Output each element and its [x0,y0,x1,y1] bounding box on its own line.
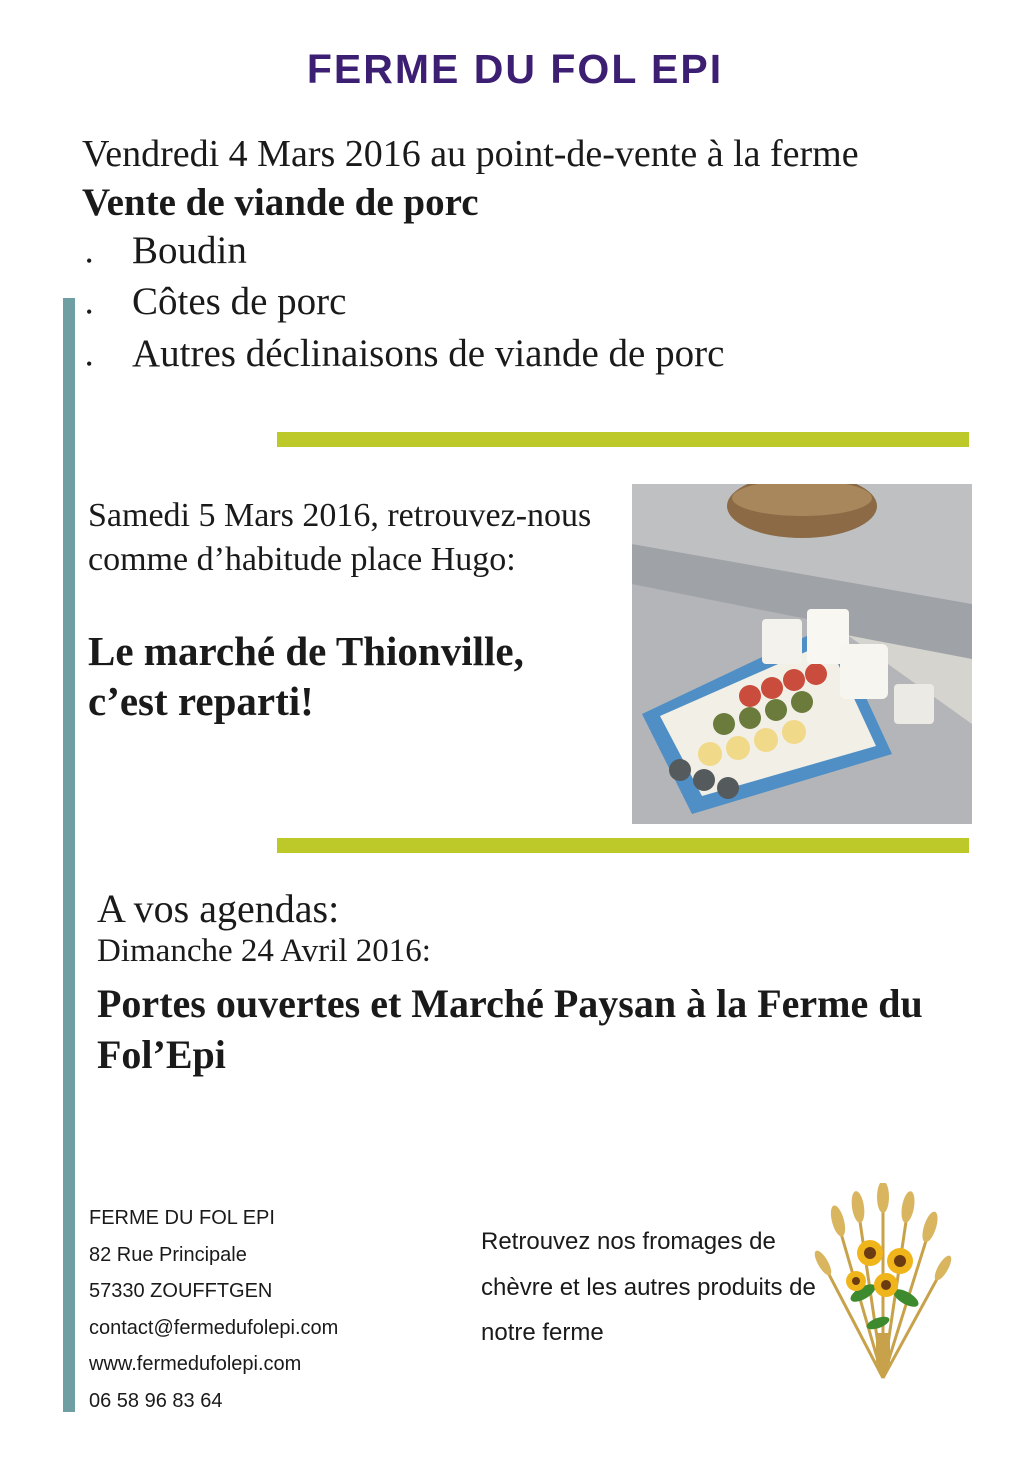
bullet-icon: • [86,251,93,271]
friday-date-line: Vendredi 4 Mars 2016 au point-de-vente à la ferme [82,133,859,175]
list-item-autres: Autres déclinaisons de viande de porc [132,332,725,375]
vertical-accent-rule [63,298,75,1412]
saturday-intro: Samedi 5 Mars 2016, retrouvez-nous comme d’habitude place Hugo: [88,497,592,578]
market-heading: Le marché de Thionville, c’est reparti! [88,628,524,724]
page-title: FERME DU FOL EPI [306,46,724,92]
contact-block [89,1200,338,1420]
bullet-icon: • [86,354,93,374]
cheese-display-photo [632,484,972,824]
bullet-icon: • [86,302,93,322]
agenda-label: A vos agendas: [97,886,340,931]
list-item-boudin: Boudin [132,229,247,272]
wheat-sunflower-bouquet-icon [808,1183,958,1383]
contact-phone: 06 58 96 83 64 [89,1389,223,1412]
list-item-cotes: Côtes de porc [132,280,347,323]
contact-city: 57330 ZOUFFTGEN [89,1280,273,1303]
divider-2 [277,838,969,853]
divider-1 [277,432,969,447]
contact-email[interactable]: contact@fermedufolepi.com [89,1316,339,1339]
contact-street: 82 Rue Principale [89,1243,247,1266]
agenda-date: Dimanche 24 Avril 2016: [97,933,431,969]
promo-text: Retrouvez nos fromages de chèvre et les autres produits de notre ferme [481,1228,816,1346]
agenda-event: Portes ouvertes et Marché Paysan à la Ferme du Fol’Epi [97,981,923,1077]
contact-name: FERME DU FOL EPI [89,1207,275,1229]
contact-website[interactable]: www.fermedufolepi.com [89,1353,302,1376]
friday-heading: Vente de viande de porc [82,181,479,224]
